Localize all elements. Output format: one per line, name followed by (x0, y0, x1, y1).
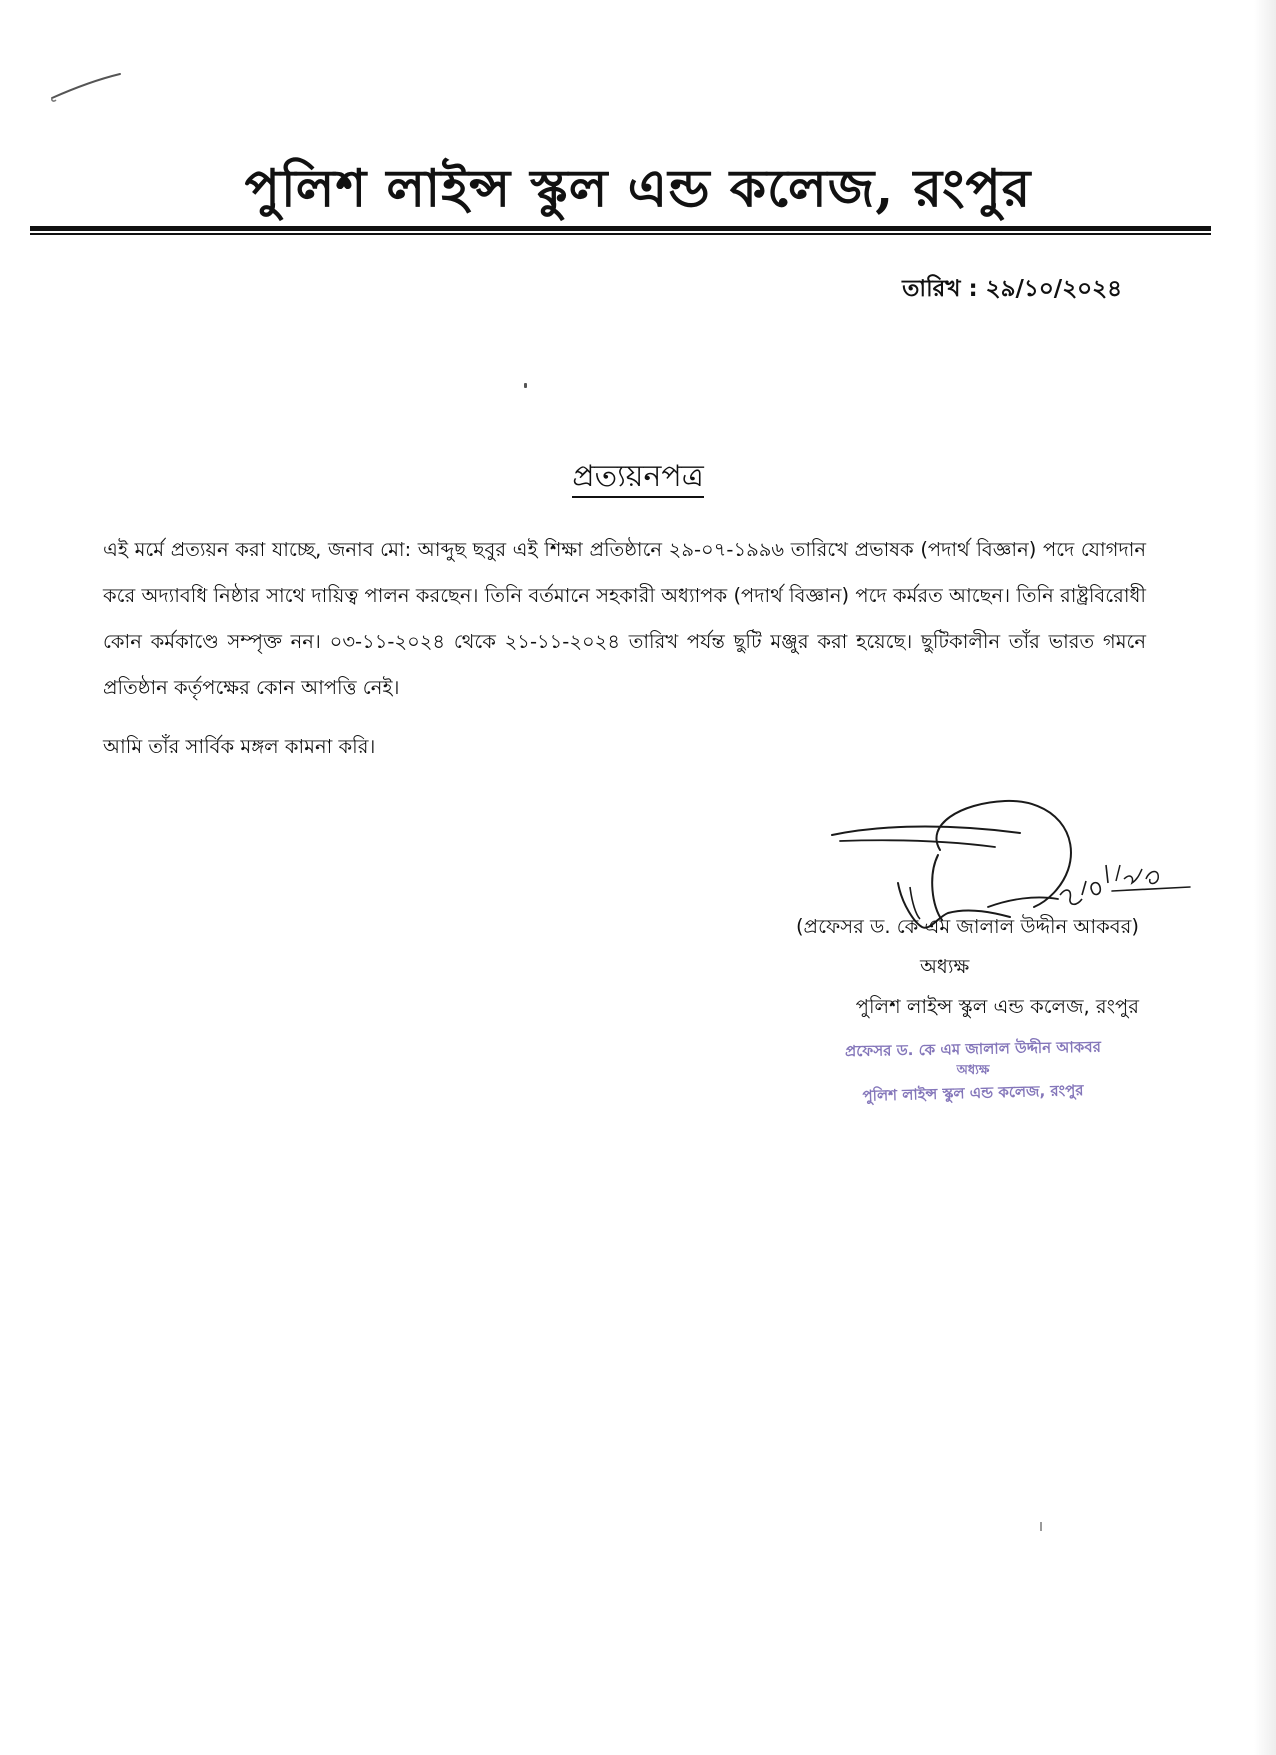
header-rule-thin (30, 233, 1211, 235)
certificate-body: এই মর্মে প্রত্যয়ন করা যাচ্ছে, জনাব মো: আব্দুছ ছবুর এই শিক্ষা প্রতিষ্ঠানে ২৯-০৭-১৯৯৬ তারিখে প্রভাষক (পদার্থ বিজ্ঞান) পদে যোগদান করে অদ্যাবধি নিষ্ঠার সাথে দায়িত্ব পালন করছেন। তিনি বর্তমানে সহকারী অধ্যাপক (পদার্থ বিজ্ঞান) পদে কর্মরত আছেন। তিনি রাষ্ট্রবিরোধী কোন কর্মকাণ্ডে সম্পৃক্ত নন। ০৩-১১-২০২৪ থেকে ২১-১১-২০২৪ তারিখ পর্যন্ত ছুটি মঞ্জুর করা হয়েছে। ছুটিকালীন তাঁর ভারত গমনে প্রতিষ্ঠান কর্তৃপক্ষের কোন আপত্তি নেই। (103, 538, 1146, 699)
stamp-institution: পুলিশ লাইন্স স্কুল এন্ড কলেজ, রংপুর (862, 1081, 1084, 1105)
document-title-text: প্রত্যয়নপত্র (572, 459, 704, 498)
stamp-name: প্রফেসর ড. কে এম জালাল উদ্দীন আকবর (844, 1037, 1102, 1061)
scan-mark (1040, 1522, 1042, 1531)
stamp-role: অধ্যক্ষ (956, 1063, 990, 1078)
issue-date: তারিখ : ২৯/১০/২০২৪ (902, 276, 1122, 302)
pen-mark (50, 70, 125, 110)
signatory-name: (প্রফেসর ড. কে এম জালাল উদ্দীন আকবর) (795, 915, 1139, 938)
signatory-institution: পুলিশ লাইন্স স্কুল এন্ড কলেজ, রংপুর (855, 995, 1139, 1018)
official-seal-stamp (838, 1038, 1108, 1104)
scan-edge-shadow (1254, 0, 1276, 1755)
institution-header: পুলিশ লাইন্স স্কুল এন্ড কলেজ, রংপুর (244, 158, 1032, 219)
scan-speck (524, 383, 527, 388)
closing-line: আমি তাঁর সার্বিক মঙ্গল কামনা করি। (103, 735, 376, 758)
header-rule-thick (30, 226, 1211, 231)
document-title (0, 452, 1276, 503)
signatory-role: অধ্যক্ষ (920, 955, 970, 978)
